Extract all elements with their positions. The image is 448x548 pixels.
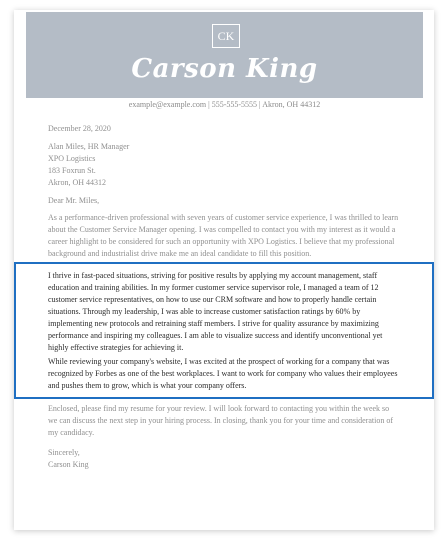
monogram-badge: CK <box>212 24 240 48</box>
closing: Sincerely, <box>48 448 80 457</box>
recipient-line: 183 Foxrun St. <box>48 166 96 175</box>
paragraph-company: While reviewing your company's website, I was excited at the prospect of working for a company that was recognized by Forbes as one of the best workplaces. I want to work for company who values their employees and pushes them to grow, which is what your company offers. <box>48 357 398 390</box>
recipient-block <box>48 141 400 189</box>
highlight-box <box>14 262 434 399</box>
recipient-line: Akron, OH 44312 <box>48 178 106 187</box>
paragraph-experience: I thrive in fast-paced situations, striving for positive results by applying my account management, staff education and training abilities. In my former customer service supervisor role, I managed a team of 12 customer service representatives, on how to use our CRM software and how to properly handle certain situations. Through my leadership, I was able to increase customer satisfaction ratings by 60% by implementing new protocols and retraining staff members. I strive for quality assurance by maximizing performance and inspiring my colleagues. I am able to visualize success and identify unconventional yet highly effective strategies for achieving it. <box>48 271 383 352</box>
applicant-name: Carson King <box>131 54 318 84</box>
recipient-line: Alan Miles, HR Manager <box>48 142 130 151</box>
paragraph-intro: As a performance-driven professional with seven years of customer service experience, I was thrilled to learn about the Customer Service Manager opening. I was compelled to contact you with my interest as it would a career highlight to be considered for such an opportunity with XPO Logistics. I believe that my professional background and industrialist drive make me an ideal candidate to fill this position. <box>48 213 399 258</box>
signature: Carson King <box>48 460 89 469</box>
letter-page <box>14 10 434 530</box>
contact-line: example@example.com | 555-555-5555 | Akron, OH 44312 <box>128 100 321 109</box>
recipient-line: XPO Logistics <box>48 154 96 163</box>
letter-date: December 28, 2020 <box>48 124 111 133</box>
salutation: Dear Mr. Miles, <box>48 196 100 205</box>
paragraph-closing: Enclosed, please find my resume for your review. I will look forward to contacting you within the week so we can discuss the next step in your hiring process. In closing, thank you for your time and consideration of my candidacy. <box>48 404 394 437</box>
